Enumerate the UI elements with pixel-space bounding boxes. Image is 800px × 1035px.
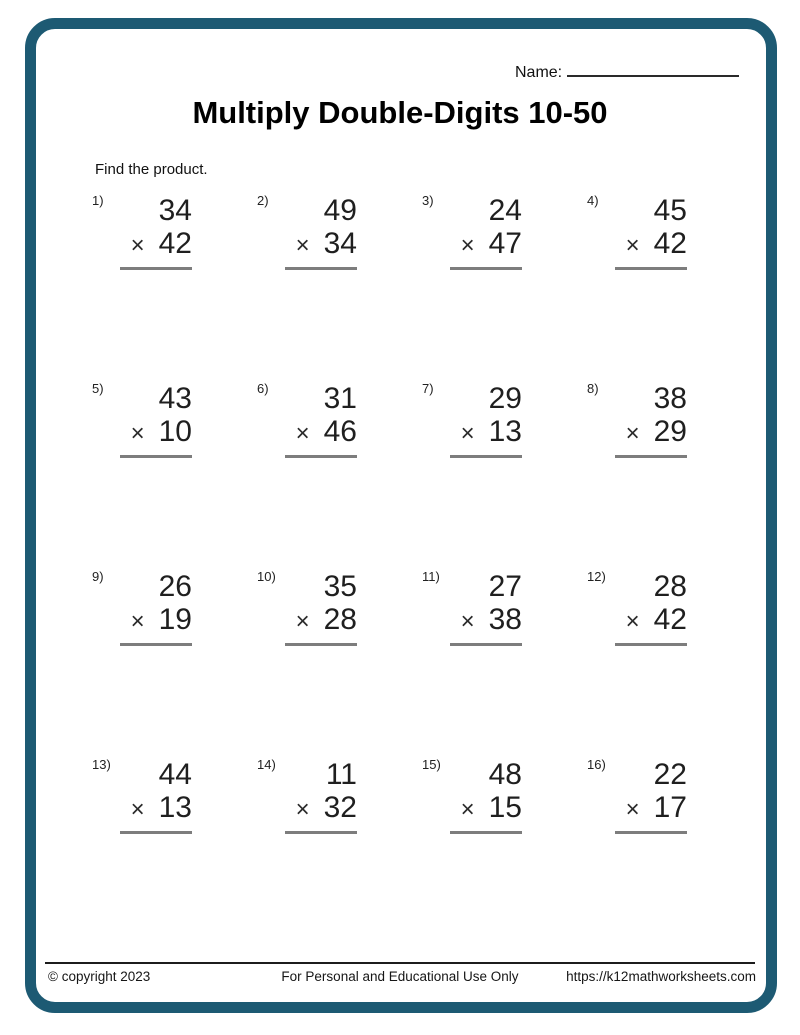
answer-line[interactable] [120,267,192,270]
problem-body [615,571,687,646]
multiplication-row [615,791,687,827]
multiply-sign: × [295,608,310,635]
multiplier: 47 [488,227,522,260]
answer-line[interactable] [120,831,192,834]
name-row [515,60,739,82]
page-title: Multiply Double-Digits 10-50 [192,95,608,130]
multiplication-row [120,415,192,451]
multiplier: 34 [323,227,357,260]
answer-line[interactable] [615,831,687,834]
answer-line[interactable] [450,267,522,270]
problem-cell [257,566,422,754]
multiply-sign: × [130,232,145,259]
answer-line[interactable] [285,831,357,834]
footer-copyright: © copyright 2023 [48,969,151,984]
problem-cell [422,378,587,566]
multiplicand: 45 [653,194,687,227]
problem-body [285,759,357,834]
multiply-sign: × [295,232,310,259]
multiplicand: 31 [323,382,357,415]
problem-body [285,383,357,458]
multiply-sign: × [625,608,640,635]
footer-url[interactable]: https://k12mathworksheets.com [566,969,756,984]
multiply-sign: × [460,796,475,823]
multiplication-row [120,791,192,827]
answer-line[interactable] [615,643,687,646]
problem-cell [587,190,752,378]
problem-cell [257,378,422,566]
name-blank-line[interactable] [567,60,739,77]
multiplier: 28 [323,603,357,636]
problem-number: 13) [92,757,111,772]
multiplier: 17 [653,791,687,824]
multiplication-row [615,603,687,639]
multiplicand: 11 [325,758,357,791]
problem-number: 5) [92,381,104,396]
multiplicand: 22 [653,758,687,791]
multiplier: 42 [653,603,687,636]
multiply-sign: × [460,608,475,635]
problem-cell [92,190,257,378]
answer-line[interactable] [285,455,357,458]
problem-number: 9) [92,569,104,584]
problem-body [450,759,522,834]
multiplication-row [450,415,522,451]
problems-grid [92,190,752,942]
multiplicand: 29 [488,382,522,415]
problem-body [120,571,192,646]
multiplication-row [450,791,522,827]
multiplicand: 27 [488,570,522,603]
problem-body [615,195,687,270]
multiply-sign: × [295,796,310,823]
instructions: Find the product. [95,161,208,178]
multiplicand: 49 [323,194,357,227]
multiplication-row [615,227,687,263]
problem-number: 4) [587,193,599,208]
multiplication-row [450,603,522,639]
multiply-sign: × [130,608,145,635]
multiplication-row [285,603,357,639]
multiply-sign: × [130,420,145,447]
problem-cell [587,754,752,942]
name-label: Name: [515,64,563,81]
multiply-sign: × [460,420,475,447]
problem-body [120,383,192,458]
multiplication-row [285,227,357,263]
answer-line[interactable] [120,643,192,646]
problem-number: 1) [92,193,104,208]
footer-usage: For Personal and Educational Use Only [281,969,519,984]
problem-body [450,383,522,458]
answer-line[interactable] [615,455,687,458]
answer-line[interactable] [450,831,522,834]
problem-number: 7) [422,381,434,396]
problem-body [120,195,192,270]
footer-divider [45,962,755,964]
problem-cell [257,190,422,378]
problem-cell [587,378,752,566]
multiplier: 15 [488,791,522,824]
multiplier: 42 [653,227,687,260]
problem-number: 10) [257,569,276,584]
multiply-sign: × [625,420,640,447]
problem-number: 12) [587,569,606,584]
problem-cell [92,566,257,754]
problem-number: 6) [257,381,269,396]
problem-cell [422,754,587,942]
multiplicand: 43 [158,382,192,415]
problem-body [120,759,192,834]
problem-cell [92,754,257,942]
multiplicand: 44 [158,758,192,791]
multiplier: 19 [158,603,192,636]
answer-line[interactable] [285,643,357,646]
multiply-sign: × [625,796,640,823]
multiplier: 42 [158,227,192,260]
problem-number: 16) [587,757,606,772]
problem-body [450,571,522,646]
problem-number: 3) [422,193,434,208]
problem-number: 15) [422,757,441,772]
multiplicand: 48 [488,758,522,791]
multiplication-row [120,603,192,639]
problem-body [450,195,522,270]
multiplication-row [615,415,687,451]
multiplier: 46 [323,415,357,448]
problem-cell [92,378,257,566]
multiplicand: 24 [488,194,522,227]
problem-number: 14) [257,757,276,772]
multiply-sign: × [295,420,310,447]
multiplier: 10 [158,415,192,448]
multiplication-row [285,791,357,827]
multiply-sign: × [625,232,640,259]
multiply-sign: × [460,232,475,259]
answer-line[interactable] [285,267,357,270]
multiplicand: 38 [653,382,687,415]
problem-number: 11) [422,569,440,584]
problem-body [285,571,357,646]
problem-cell [422,566,587,754]
problem-cell [587,566,752,754]
multiplicand: 34 [158,194,192,227]
problem-body [285,195,357,270]
multiplier: 13 [158,791,192,824]
multiplication-row [450,227,522,263]
multiplicand: 28 [653,570,687,603]
multiplication-row [285,415,357,451]
multiplier: 38 [488,603,522,636]
problem-body [615,383,687,458]
multiplier: 32 [323,791,357,824]
multiply-sign: × [130,796,145,823]
problem-cell [257,754,422,942]
answer-line[interactable] [450,643,522,646]
multiplicand: 35 [323,570,357,603]
multiplier: 29 [653,415,687,448]
multiplication-row [120,227,192,263]
problem-body [615,759,687,834]
answer-line[interactable] [120,455,192,458]
multiplicand: 26 [158,570,192,603]
problem-cell [422,190,587,378]
answer-line[interactable] [615,267,687,270]
problem-number: 2) [257,193,269,208]
problem-number: 8) [587,381,599,396]
answer-line[interactable] [450,455,522,458]
multiplier: 13 [488,415,522,448]
